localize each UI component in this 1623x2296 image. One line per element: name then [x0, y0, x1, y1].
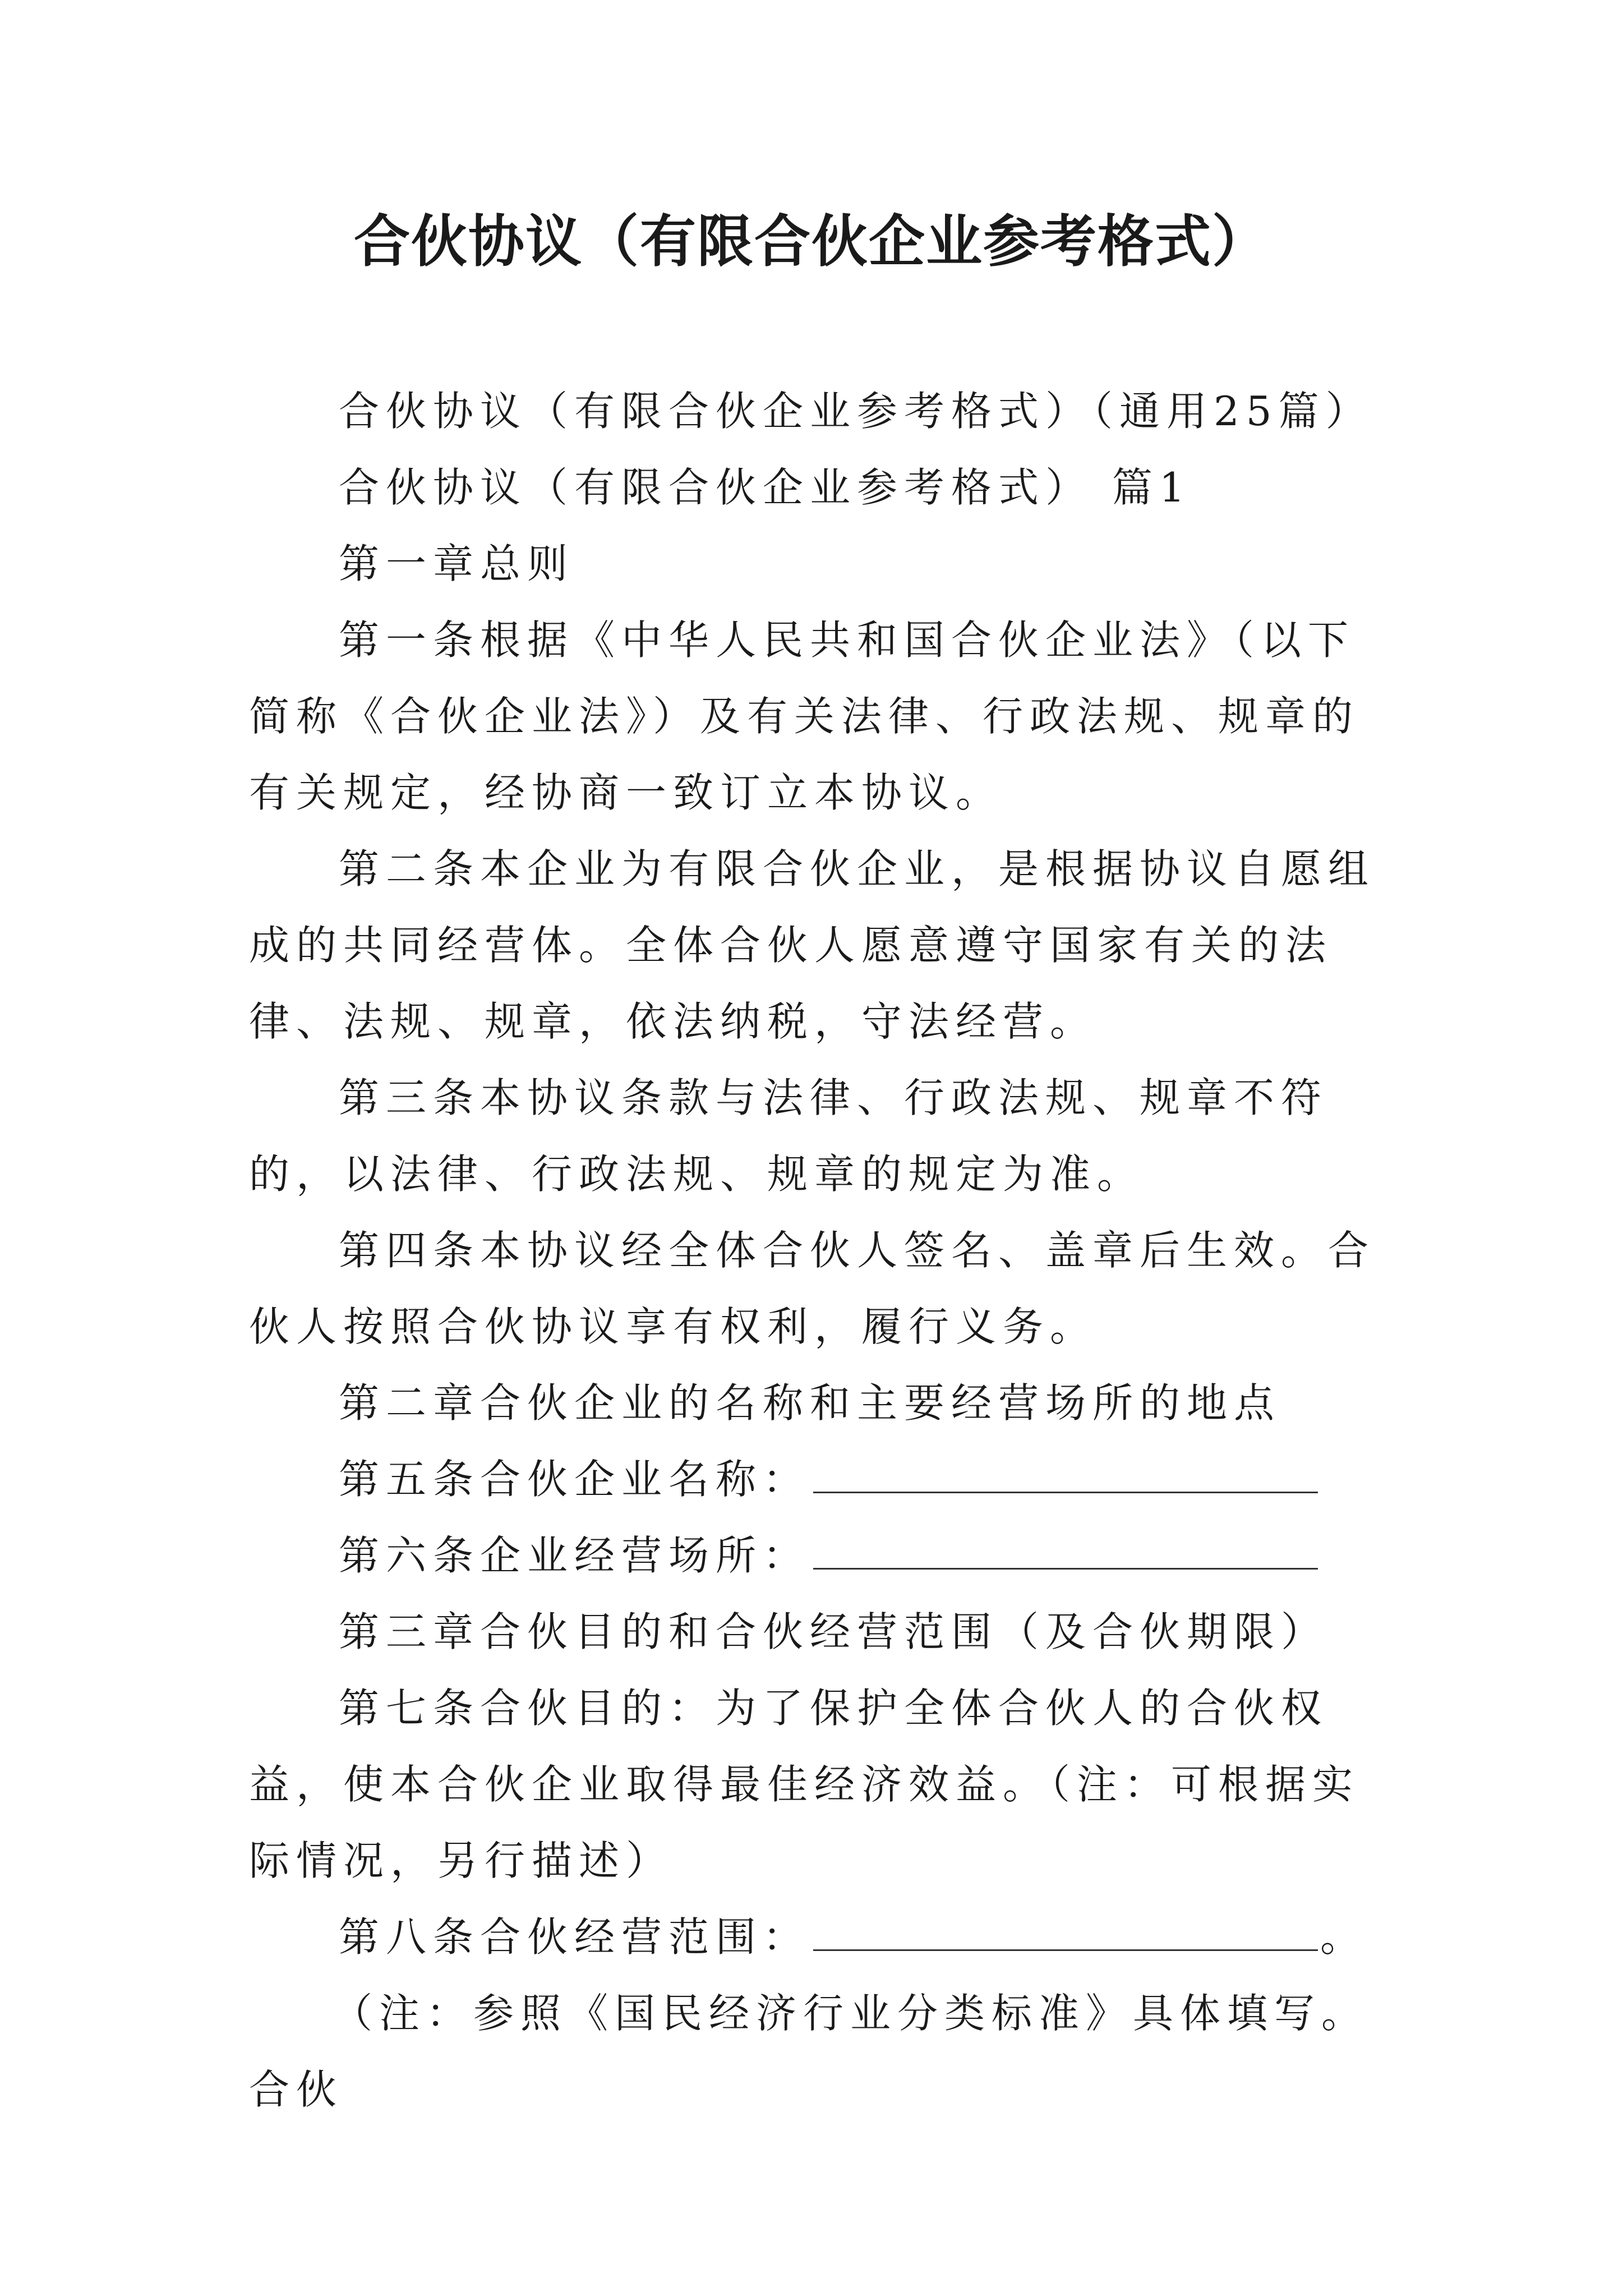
- article-8-period: 。: [1320, 1913, 1368, 1961]
- paragraph-subtitle: 合伙协议（有限合伙企业参考格式）（通用25篇）: [339, 388, 1373, 435]
- article-5-label: 第五条合伙企业名称：: [339, 1456, 810, 1503]
- paragraph-article-1: 第一条根据《中华人民共和国合伙企业法》（以下简称《合伙企业法》）及有关法律、行政法规、规章的有关规定，经协商一致订立本协议。: [249, 616, 1360, 816]
- enterprise-name-blank: [813, 1458, 1318, 1493]
- paragraph-chapter-1: 第一章总则: [339, 540, 575, 587]
- paragraph-chapter-2: 第二章合伙企业的名称和主要经营场所的地点: [339, 1379, 1281, 1427]
- document-title: 合伙协议（有限合伙企业参考格式）: [354, 208, 1269, 274]
- paragraph-article-3: 第三条本协议条款与法律、行政法规、规章不符的，以法律、行政法规、规章的规定为准。: [249, 1074, 1329, 1198]
- paragraph-article-6: [249, 1517, 1393, 1594]
- business-location-blank: [813, 1534, 1318, 1570]
- business-scope-blank: [813, 1916, 1318, 1951]
- paragraph-article-7: 第七条合伙目的：为了保护全体合伙人的合伙权益，使本合伙企业取得最佳经济效益。（注：可根据实际情况，另行描述）: [249, 1685, 1360, 1884]
- paragraph-article-5: [249, 1441, 1393, 1517]
- paragraph-chapter-3: 第三章合伙目的和合伙经营范围（及合伙期限）: [339, 1608, 1329, 1655]
- paragraph-article-4: 第四条本协议经全体合伙人签名、盖章后生效。合伙人按照合伙协议享有权利，履行义务。: [249, 1227, 1376, 1350]
- article-6-label: 第六条企业经营场所：: [339, 1532, 810, 1579]
- paragraph-article-8: [249, 1899, 1393, 1975]
- paragraph-note: （注：参照《国民经济行业分类标准》具体填写。合伙: [249, 1990, 1369, 2113]
- paragraph-section-heading: 合伙协议（有限合伙企业参考格式） 篇1: [339, 464, 1192, 511]
- document-body: [249, 373, 1393, 2128]
- paragraph-article-2: 第二条本企业为有限合伙企业，是根据协议自愿组成的共同经营体。全体合伙人愿意遵守国家有关的法律、法规、规章，依法纳税，守法经营。: [249, 845, 1376, 1045]
- article-8-label: 第八条合伙经营范围：: [339, 1913, 810, 1961]
